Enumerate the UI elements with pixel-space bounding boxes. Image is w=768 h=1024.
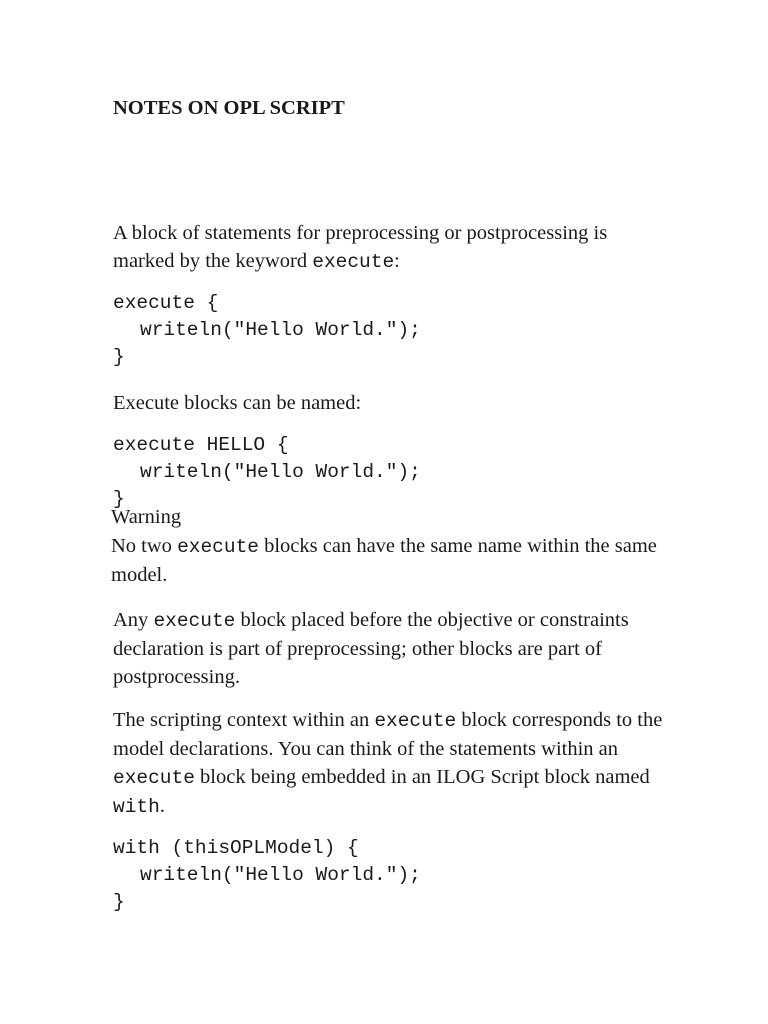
inline-code-execute: execute — [113, 767, 195, 789]
code-line: } — [113, 346, 125, 368]
code-block-execute — [113, 290, 421, 371]
code-line: writeln("Hello World."); — [140, 319, 421, 341]
page-title: NOTES ON OPL SCRIPT — [113, 97, 345, 119]
inline-code-with: with — [113, 796, 160, 818]
code-line: execute HELLO { — [113, 434, 289, 456]
intro-paragraph — [113, 219, 673, 276]
warning-text-end: blocks can have the same name within the same model. — [111, 535, 657, 586]
intro-text: A block of statements for preprocessing or postprocessing is marked by the keyword — [113, 222, 608, 272]
code-line: writeln("Hello World."); — [140, 864, 421, 886]
code-line: } — [113, 891, 125, 913]
code-line: with (thisOPLModel) { — [113, 837, 359, 859]
code-line: writeln("Hello World."); — [140, 461, 421, 483]
named-blocks-paragraph: Execute blocks can be named: — [113, 392, 362, 414]
code-line: } — [113, 488, 125, 510]
scripting-context-paragraph — [113, 706, 683, 821]
inline-code-execute: execute — [312, 251, 395, 273]
preprocessing-text-end: block placed before the objective or constraints declaration is part of preprocessing; other blocks are part of postprocessing. — [113, 609, 629, 688]
inline-code-execute: execute — [153, 610, 236, 632]
preprocessing-paragraph — [113, 606, 673, 691]
context-text-end: . — [159, 795, 165, 817]
preprocessing-text: Any — [113, 609, 154, 631]
warning-text: No two — [111, 535, 178, 557]
context-text: block corresponds to the model declarations. You can think of the statements within an — [113, 709, 663, 760]
code-block-named-execute — [113, 432, 421, 510]
warning-paragraph — [111, 532, 671, 589]
inline-code-execute: execute — [177, 536, 259, 558]
code-line: execute { — [113, 292, 219, 314]
code-block-with — [113, 835, 421, 916]
context-text: The scripting context within an — [113, 709, 375, 731]
intro-text-end: : — [394, 250, 400, 272]
inline-code-execute: execute — [374, 710, 457, 732]
context-text: block being embedded in an ILOG Script block named — [194, 766, 650, 788]
warning-label: Warning — [111, 506, 182, 528]
